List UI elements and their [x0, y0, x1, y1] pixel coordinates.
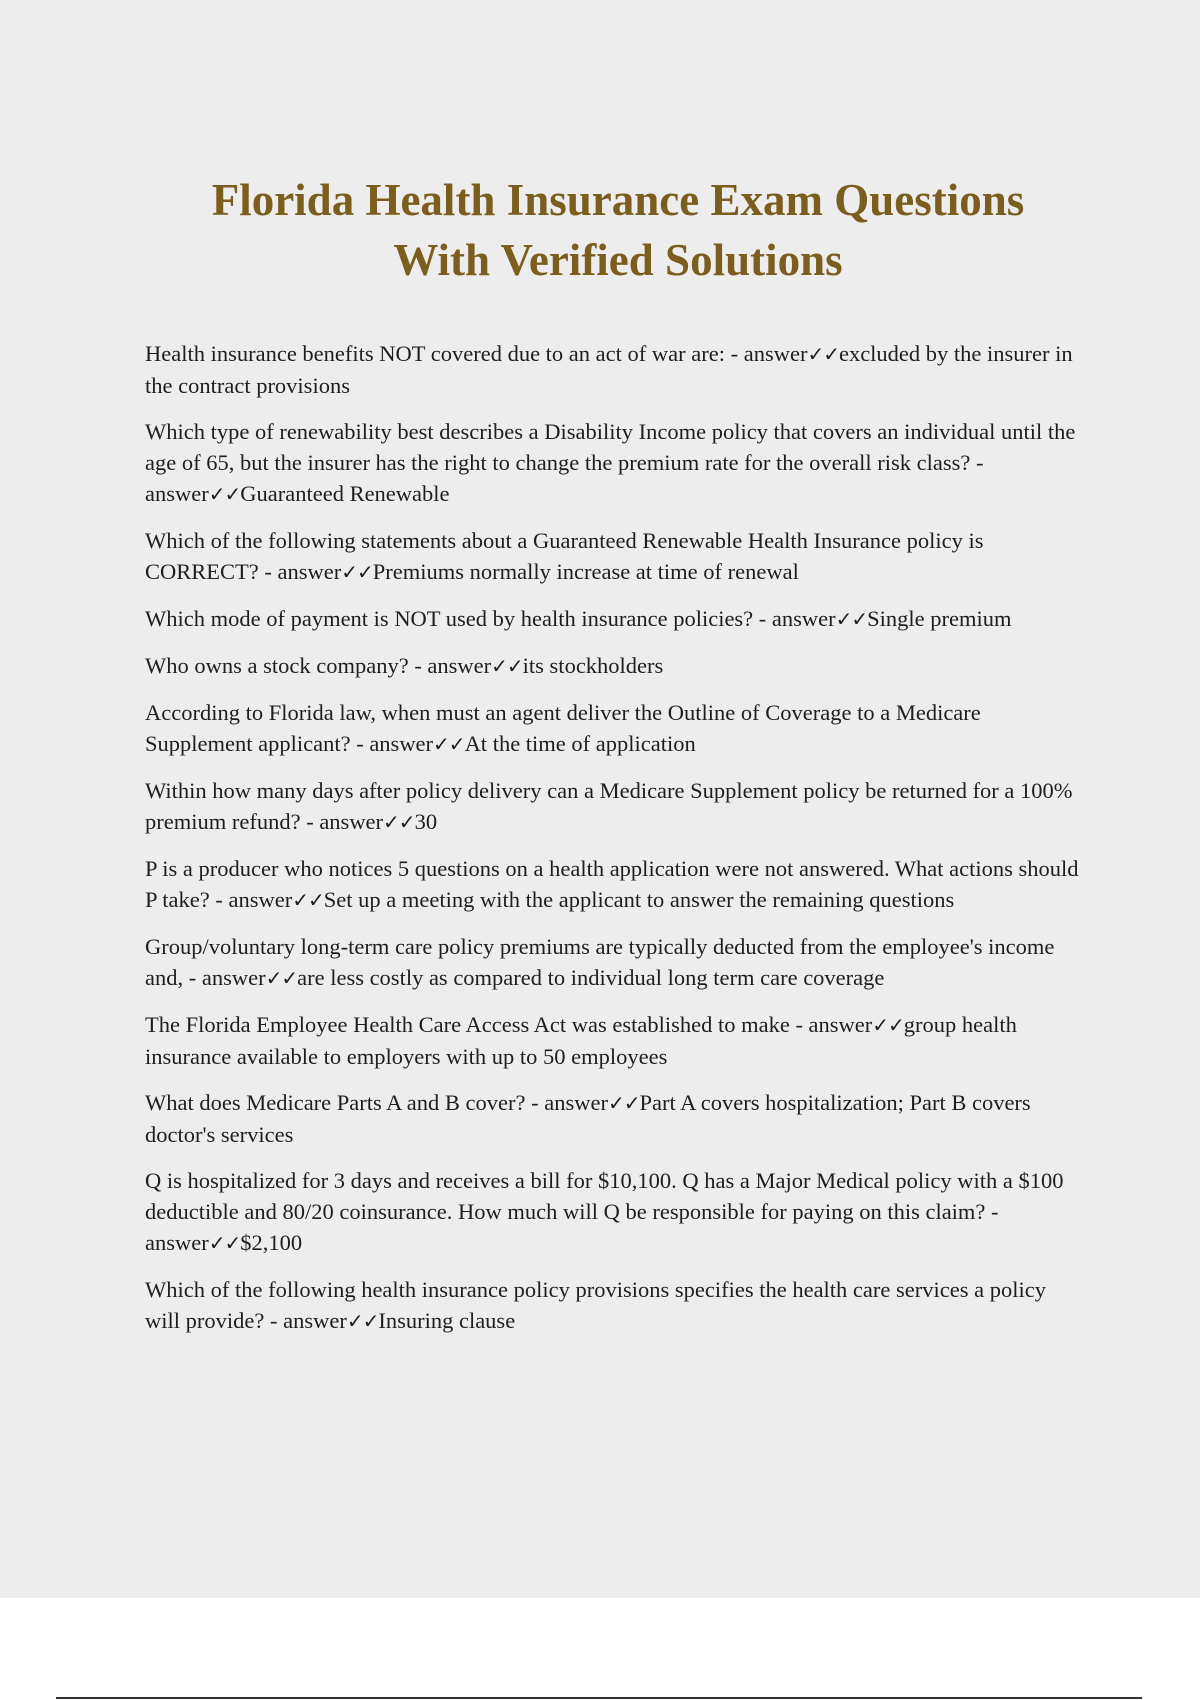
answer-text: are less costly as compared to individual long term care coverage	[297, 965, 885, 990]
question-text: Who owns a stock company?	[145, 653, 409, 678]
answer-separator: - answer	[753, 606, 836, 631]
double-check-icon: ✓✓	[346, 1309, 379, 1333]
footer-divider	[56, 1697, 1142, 1699]
question-text: Health insurance benefits NOT covered due to an act of war are:	[145, 341, 725, 366]
answer-separator: - answer	[789, 1012, 873, 1037]
qa-item-7	[145, 775, 1085, 838]
double-check-icon: ✓✓	[607, 1091, 640, 1115]
question-text: Which mode of payment is NOT used by health insurance policies?	[145, 606, 754, 631]
document-title	[0, 170, 1200, 290]
answer-separator: - answer	[209, 887, 293, 912]
qa-item-11	[145, 1087, 1085, 1150]
qa-item-6	[145, 697, 1085, 760]
qa-list	[145, 338, 1085, 1352]
answer-text: $2,100	[240, 1230, 303, 1255]
double-check-icon: ✓✓	[208, 1231, 241, 1255]
qa-item-3	[145, 525, 1085, 588]
answer-text: 30	[414, 809, 438, 834]
answer-separator: - answer	[264, 1308, 347, 1333]
double-check-icon: ✓✓	[807, 342, 839, 366]
answer-separator: - answer	[145, 1199, 999, 1255]
answer-text: group health insurance available to employers with up to 50 employees	[145, 1012, 1017, 1069]
answer-separator: - answer	[724, 341, 808, 366]
answer-text: Single premium	[867, 606, 1012, 631]
question-text: Which of the following statements about a Guaranteed Renewable Health Insurance policy is CORRECT?	[145, 528, 984, 584]
question-text: Group/voluntary long-term care policy premiums are typically deducted from the employee's income and,	[145, 934, 1055, 990]
double-check-icon: ✓✓	[491, 654, 523, 678]
answer-separator: - answer	[525, 1090, 608, 1115]
answer-text: Premiums normally increase at time of renewal	[372, 559, 799, 584]
answer-text: Insuring clause	[378, 1308, 516, 1333]
double-check-icon: ✓✓	[208, 482, 241, 506]
double-check-icon: ✓✓	[341, 560, 373, 584]
answer-separator: - answer	[183, 965, 266, 990]
answer-text: its stockholders	[522, 653, 664, 678]
double-check-icon: ✓✓	[292, 888, 324, 912]
qa-item-2	[145, 416, 1085, 510]
answer-separator: - answer	[408, 653, 492, 678]
qa-item-9	[145, 931, 1085, 994]
double-check-icon: ✓✓	[383, 810, 415, 834]
question-text: According to Florida law, when must an agent deliver the Outline of Coverage to a Medicare Supplement applicant?	[145, 700, 981, 756]
answer-separator: - answer	[145, 450, 984, 506]
answer-text: excluded by the insurer in the contract provisions	[145, 341, 1073, 398]
question-text: P is a producer who notices 5 questions on a health application were not answered. What actions should P take?	[145, 856, 1079, 912]
qa-item-4	[145, 603, 1085, 635]
answer-text: Part A covers hospitalization; Part B covers doctor's services	[145, 1090, 1031, 1147]
qa-item-12	[145, 1165, 1085, 1259]
title-line-2: With Verified Solutions	[393, 235, 843, 285]
double-check-icon: ✓✓	[433, 732, 465, 756]
qa-item-8	[145, 853, 1085, 916]
answer-separator: - answer	[300, 809, 384, 834]
qa-item-5	[145, 650, 1085, 682]
question-text: Q is hospitalized for 3 days and receives a bill for $10,100. Q has a Major Medical policy with a $100 deductible and 80/20 coinsurance. How much will Q be responsible for paying on this claim?	[145, 1168, 1064, 1224]
double-check-icon: ✓✓	[835, 607, 868, 631]
qa-item-10	[145, 1009, 1085, 1072]
qa-item-13	[145, 1274, 1085, 1337]
question-text: Which type of renewability best describes a Disability Income policy that covers an individual until the age of 65, but the insurer has the right to change the premium rate for the overall risk class?	[145, 419, 1076, 475]
question-text: Which of the following health insurance policy provisions specifies the health care services a policy will provide?	[145, 1277, 1046, 1333]
question-text: The Florida Employee Health Care Access Act was established to make	[145, 1012, 790, 1037]
double-check-icon: ✓✓	[265, 966, 298, 990]
answer-text: At the time of application	[464, 731, 696, 756]
answer-text: Set up a meeting with the applicant to answer the remaining questions	[323, 887, 955, 912]
answer-text: Guaranteed Renewable	[240, 481, 450, 506]
question-text: Within how many days after policy delivery can a Medicare Supplement policy be returned for a 100% premium refund?	[145, 778, 1073, 834]
double-check-icon: ✓✓	[872, 1013, 904, 1037]
title-line-1: Florida Health Insurance Exam Questions	[211, 175, 1025, 225]
question-text: What does Medicare Parts A and B cover?	[145, 1090, 526, 1115]
answer-separator: - answer	[258, 559, 342, 584]
qa-item-1	[145, 338, 1085, 401]
answer-separator: - answer	[350, 731, 434, 756]
